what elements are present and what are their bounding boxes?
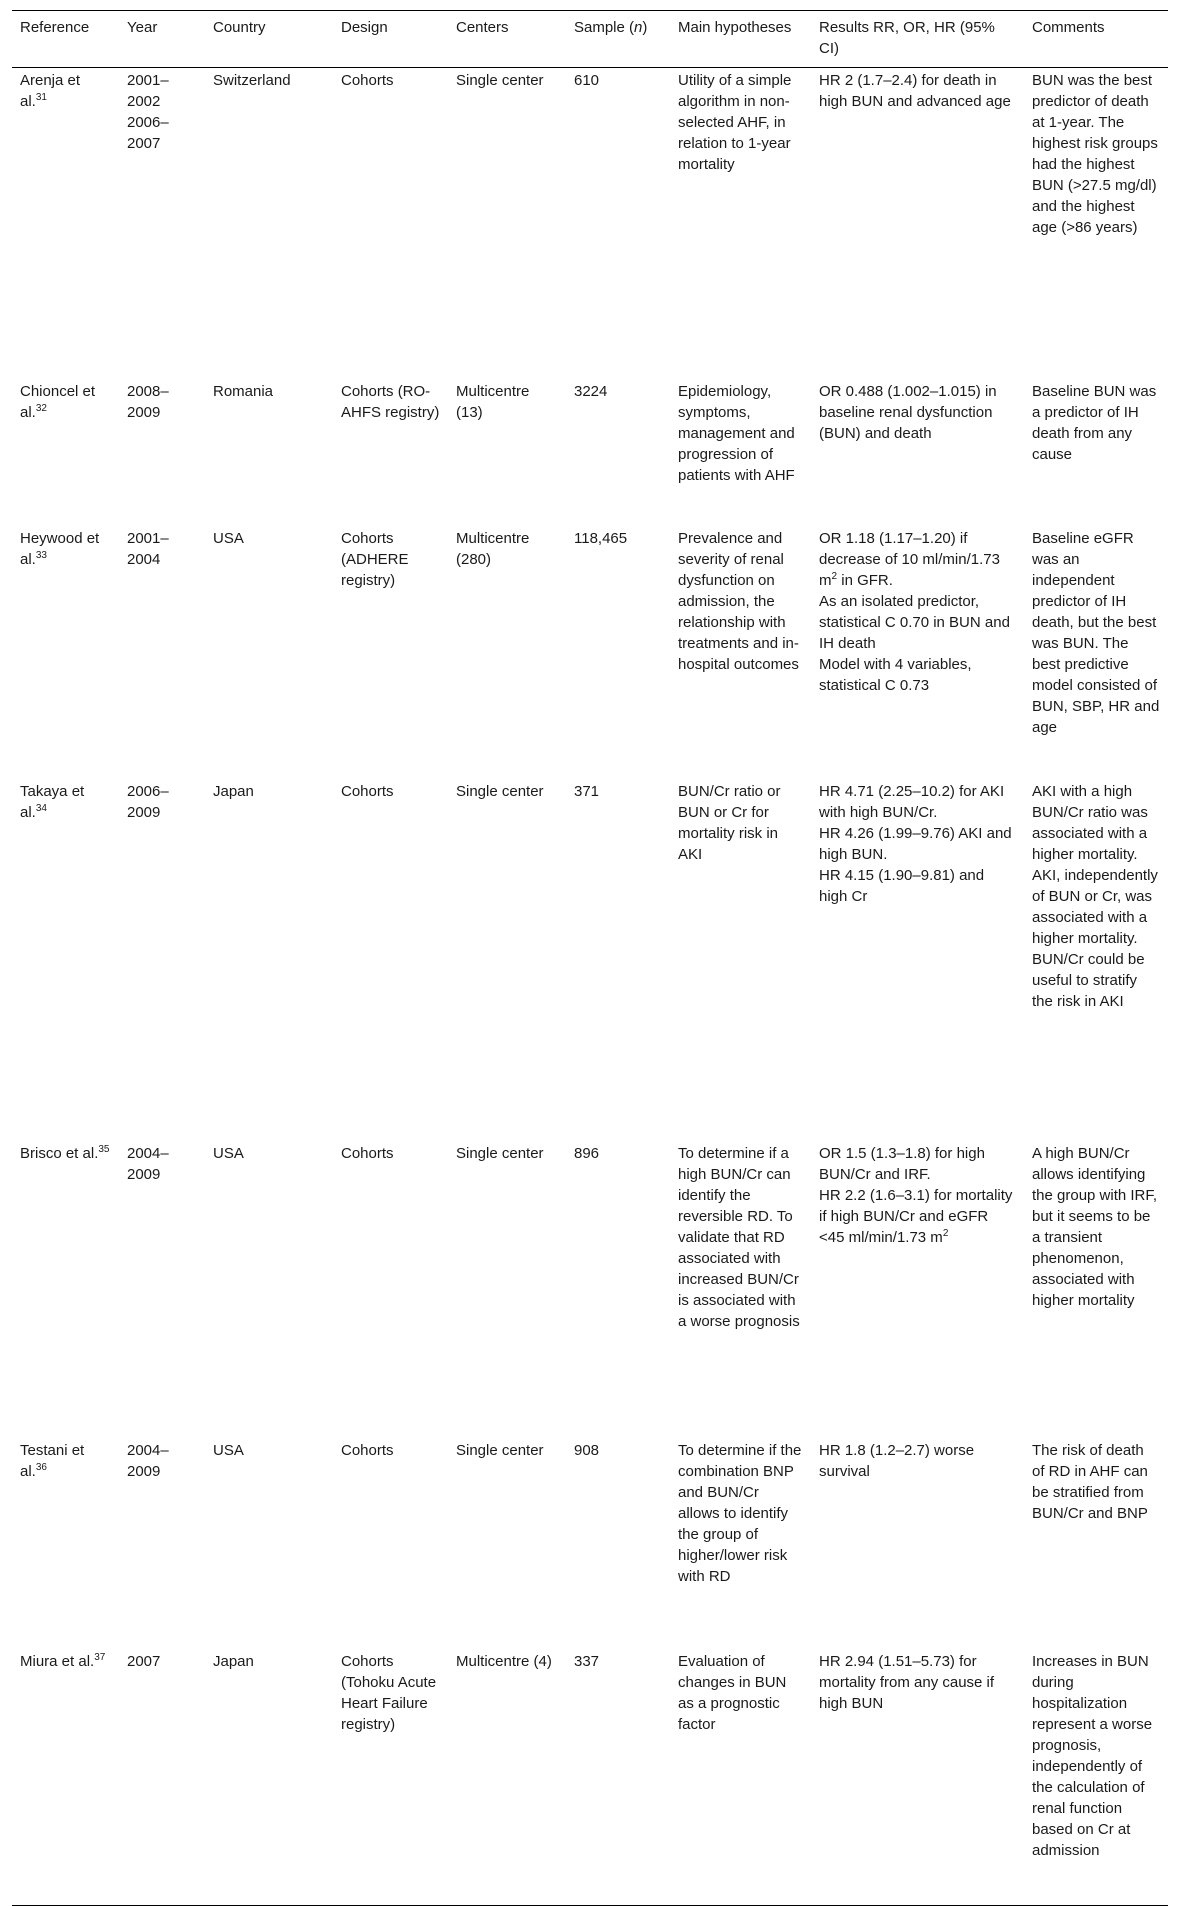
cell-hypotheses: Prevalence and severity of renal dysfunction on admission, the relationship with treatments and in-hospital outcomes bbox=[678, 529, 799, 673]
cell-results: HR 2.94 (1.51–5.73) for mortality from any cause if high BUN bbox=[819, 1652, 995, 1712]
cell-reference bbox=[12, 379, 119, 526]
cell-reference bbox=[12, 526, 119, 779]
reference-text: Heywood et al. bbox=[20, 529, 100, 568]
reference-citation: 37 bbox=[94, 1651, 106, 1663]
cell-sample: 3224 bbox=[574, 382, 608, 400]
header-hypotheses: Main hypotheses bbox=[678, 19, 792, 36]
cell-centers: Single center bbox=[456, 1441, 544, 1459]
cell-hypotheses: Epidemiology, symptoms, management and progression of patients with AHF bbox=[678, 382, 795, 484]
cell-reference bbox=[12, 1438, 119, 1649]
cell-comments: BUN was the best predictor of death at 1-year. The highest risk groups had the highest BUN (>27.5 mg/dl) and the highest age (>86 years) bbox=[1032, 72, 1158, 236]
cell-comments: Baseline BUN was a predictor of IH death from any cause bbox=[1032, 382, 1157, 463]
cell-design: Cohorts (RO-AHFS registry) bbox=[341, 382, 440, 421]
cell-comments: AKI with a high BUN/Cr ratio was associated with a higher mortality. AKI, independently of BUN or Cr, was associated with a higher mortality. BUN/Cr could be useful to stratify the risk in AKI bbox=[1032, 782, 1158, 1010]
cell-hypotheses: BUN/Cr ratio or BUN or Cr for mortality risk in AKI bbox=[678, 782, 781, 863]
header-reference: Reference bbox=[20, 19, 90, 36]
reference-citation: 32 bbox=[35, 402, 47, 414]
cell-country: Switzerland bbox=[213, 72, 291, 89]
reference-citation: 35 bbox=[98, 1143, 110, 1155]
cell-comments: A high BUN/Cr allows identifying the group with IRF, but it seems to be a transient phenomenon, associated with higher mortality bbox=[1032, 1144, 1158, 1309]
cell-centers: Multicentre (4) bbox=[456, 1652, 552, 1670]
cell-country: Japan bbox=[213, 1652, 254, 1670]
reference-text: Miura et al. bbox=[20, 1652, 95, 1670]
reference-citation: 34 bbox=[35, 802, 47, 814]
reference-citation: 36 bbox=[35, 1461, 47, 1473]
cell-centers: Multicentre (280) bbox=[456, 529, 530, 568]
cell-results bbox=[811, 1141, 1024, 1438]
cell-hypotheses: To determine if a high BUN/Cr can identify the reversible RD. To validate that RD associated with increased BUN/Cr is associated with a worse prognosis bbox=[678, 1144, 800, 1330]
header-sample-n: n bbox=[634, 19, 643, 36]
cell-sample: 610 bbox=[574, 72, 600, 89]
cell-comments: Increases in BUN during hospitalization represent a worse prognosis, independently of the calculation of renal function based on Cr at admission bbox=[1032, 1652, 1153, 1859]
reference-text: Brisco et al. bbox=[20, 1144, 99, 1162]
table-row bbox=[12, 526, 1168, 779]
cell-results: HR 1.8 (1.2–2.7) worse survival bbox=[819, 1441, 975, 1480]
cell-centers: Single center bbox=[456, 72, 544, 89]
results-text-continued: in GFR. As an isolated predictor, statistical C 0.70 in BUN and IH death Model with 4 variables, statistical C 0.73 bbox=[819, 571, 1010, 694]
results-text: OR 1.5 (1.3–1.8) for high BUN/Cr and IRF. HR 2.2 (1.6–3.1) for mortality if high BUN/Cr and eGFR <45 ml/min/1.73 m bbox=[819, 1144, 1013, 1246]
cell-design: Cohorts (ADHERE registry) bbox=[341, 529, 409, 589]
table-row bbox=[12, 68, 1168, 379]
cell-sample: 337 bbox=[574, 1652, 600, 1670]
cell-year: 2001– 2004 bbox=[127, 529, 169, 568]
cell-country: Romania bbox=[213, 382, 274, 400]
reference-citation: 31 bbox=[35, 92, 47, 103]
cell-country: USA bbox=[213, 1144, 244, 1162]
header-comments: Comments bbox=[1032, 19, 1105, 36]
results-superscript: 2 bbox=[831, 570, 838, 582]
table-row bbox=[12, 779, 1168, 1141]
cell-design: Cohorts bbox=[341, 1144, 394, 1162]
cell-year: 2001– 2002 2006– 2007 bbox=[127, 72, 169, 152]
cell-comments: The risk of death of RD in AHF can be stratified from BUN/Cr and BNP bbox=[1032, 1441, 1148, 1522]
reference-citation: 33 bbox=[35, 549, 47, 561]
header-sample-label: Sample ( bbox=[574, 19, 635, 36]
reference-text: Takaya et al. bbox=[20, 782, 85, 821]
table-row bbox=[12, 379, 1168, 526]
cell-sample: 908 bbox=[574, 1441, 600, 1459]
cell-centers: Single center bbox=[456, 1144, 544, 1162]
table-header-row bbox=[12, 11, 1168, 68]
cell-results bbox=[811, 526, 1024, 779]
table-row bbox=[12, 1649, 1168, 1906]
cell-reference bbox=[12, 1141, 119, 1438]
cell-centers: Single center bbox=[456, 782, 544, 800]
cell-results: OR 0.488 (1.002–1.015) in baseline renal dysfunction (BUN) and death bbox=[819, 382, 997, 442]
cell-year: 2008– 2009 bbox=[127, 382, 169, 421]
header-country: Country bbox=[213, 19, 266, 36]
header-sample-close: ) bbox=[642, 19, 648, 36]
cell-design: Cohorts (Tohoku Acute Heart Failure registry) bbox=[341, 1652, 437, 1733]
header-results: Results RR, OR, HR (95% CI) bbox=[819, 19, 995, 57]
header-sample bbox=[566, 11, 670, 68]
cell-sample: 371 bbox=[574, 782, 600, 800]
cell-year: 2006– 2009 bbox=[127, 782, 169, 821]
results-superscript: 2 bbox=[942, 1227, 949, 1239]
table-row bbox=[12, 1141, 1168, 1438]
cell-year: 2007 bbox=[127, 1652, 161, 1670]
table-row bbox=[12, 1438, 1168, 1649]
results-text: OR 1.18 (1.17–1.20) if decrease of 10 ml/min/1.73 m bbox=[819, 529, 1000, 589]
cell-country: USA bbox=[213, 529, 244, 547]
cell-design: Cohorts bbox=[341, 782, 394, 800]
cell-reference bbox=[12, 779, 119, 1141]
header-design: Design bbox=[341, 19, 388, 36]
cell-hypotheses: Utility of a simple algorithm in non-selected AHF, in relation to 1-year mortality bbox=[678, 72, 792, 173]
cell-reference bbox=[12, 1649, 119, 1906]
reference-text: Arenja et al. bbox=[20, 72, 81, 110]
cell-design: Cohorts bbox=[341, 1441, 394, 1459]
studies-table bbox=[12, 10, 1168, 1906]
header-year: Year bbox=[127, 19, 158, 36]
cell-reference bbox=[12, 68, 119, 379]
cell-country: USA bbox=[213, 1441, 244, 1459]
cell-country: Japan bbox=[213, 782, 254, 800]
cell-year: 2004– 2009 bbox=[127, 1441, 169, 1480]
cell-year: 2004– 2009 bbox=[127, 1144, 169, 1183]
cell-hypotheses: Evaluation of changes in BUN as a prognostic factor bbox=[678, 1652, 787, 1733]
cell-results: HR 2 (1.7–2.4) for death in high BUN and advanced age bbox=[819, 72, 1011, 110]
cell-hypotheses: To determine if the combination BNP and BUN/Cr allows to identify the group of higher/lower risk with RD bbox=[678, 1441, 802, 1585]
cell-sample: 896 bbox=[574, 1144, 600, 1162]
cell-comments: Baseline eGFR was an independent predictor of IH death, but the best was BUN. The best predictive model consisted of BUN, SBP, HR and age bbox=[1032, 529, 1160, 736]
cell-centers: Multicentre (13) bbox=[456, 382, 530, 421]
reference-text: Testani et al. bbox=[20, 1441, 85, 1480]
reference-text: Chioncel et al. bbox=[20, 382, 96, 421]
cell-results: HR 4.71 (2.25–10.2) for AKI with high BUN/Cr. HR 4.26 (1.99–9.76) AKI and high BUN. HR 4.15 (1.90–9.81) and high Cr bbox=[819, 782, 1012, 905]
cell-sample: 118,465 bbox=[574, 529, 628, 547]
cell-design: Cohorts bbox=[341, 72, 394, 89]
header-centers: Centers bbox=[456, 19, 509, 36]
